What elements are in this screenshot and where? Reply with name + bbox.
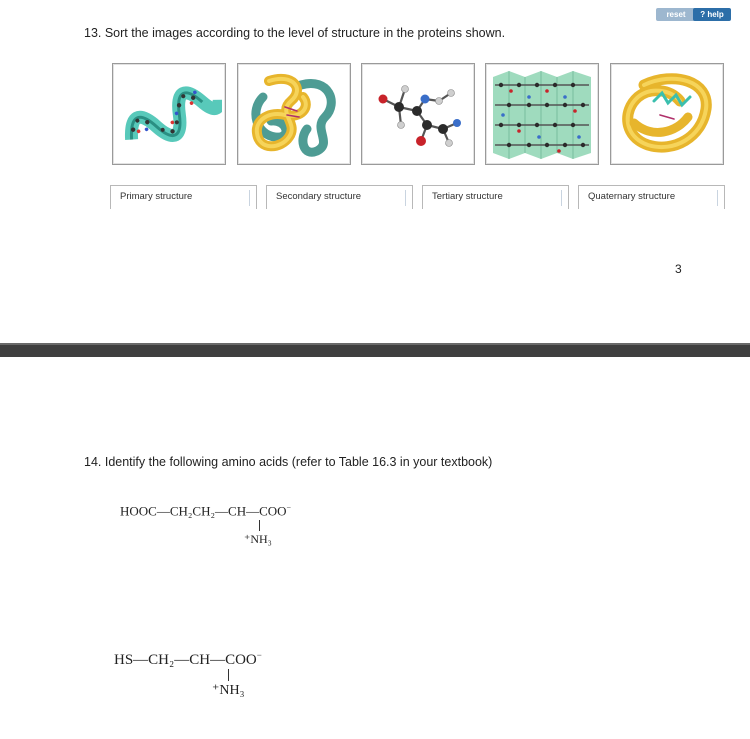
drop-slot-divider [717, 190, 718, 206]
formula-2-main: HS—CH₂—CH—COO [114, 652, 257, 668]
drop-slot-divider [405, 190, 406, 206]
category-secondary-structure[interactable] [266, 185, 413, 209]
pleated-sheet-icon [489, 67, 595, 161]
category-tertiary-structure[interactable] [422, 185, 569, 209]
category-primary-structure[interactable] [110, 185, 257, 209]
section-divider-highlight [0, 343, 750, 345]
section-divider [0, 343, 750, 357]
draggable-image-folded[interactable] [237, 63, 351, 165]
category-label: Tertiary structure [432, 191, 503, 202]
ball-stick-molecule-icon [365, 67, 471, 161]
amino-acid-formula-1 [120, 503, 291, 519]
folded-helix-icon [614, 67, 720, 161]
amino-acid-formula-2 [114, 650, 262, 669]
formula-1-charge: − [286, 503, 292, 512]
question-13-prompt: 13. Sort the images according to the level of structure in the proteins shown. [84, 26, 506, 40]
question-14-prompt: 14. Identify the following amino acids (refer to Table 16.3 in your textbook) [84, 455, 493, 469]
draggable-image-helix[interactable] [112, 63, 226, 165]
folded-ribbon-icon [241, 67, 347, 161]
category-label: Secondary structure [276, 191, 362, 202]
category-quaternary-structure[interactable] [578, 185, 725, 209]
formula-1-amine: ⁺NH₃ [244, 532, 272, 546]
category-label: Primary structure [120, 191, 193, 202]
drop-slot-divider [561, 190, 562, 206]
reset-button[interactable]: reset [656, 8, 696, 21]
help-button[interactable]: ? help [693, 8, 731, 21]
formula-1-main: HOOC—CH₂CH₂—CH—COO [120, 503, 287, 519]
helix-ribbon-icon [116, 67, 222, 161]
draggable-image-sheet[interactable] [485, 63, 599, 165]
draggable-image-molecule[interactable] [361, 63, 475, 165]
formula-2-charge: − [256, 650, 262, 660]
category-label: Quaternary structure [588, 191, 676, 202]
formula-2-amine: ⁺NH₃ [212, 683, 245, 698]
drop-slot-divider [249, 190, 250, 206]
formula-2-bond [228, 669, 229, 681]
draggable-image-folded-helix[interactable] [610, 63, 724, 165]
formula-1-bond [259, 520, 260, 531]
page-number: 3 [675, 262, 682, 276]
